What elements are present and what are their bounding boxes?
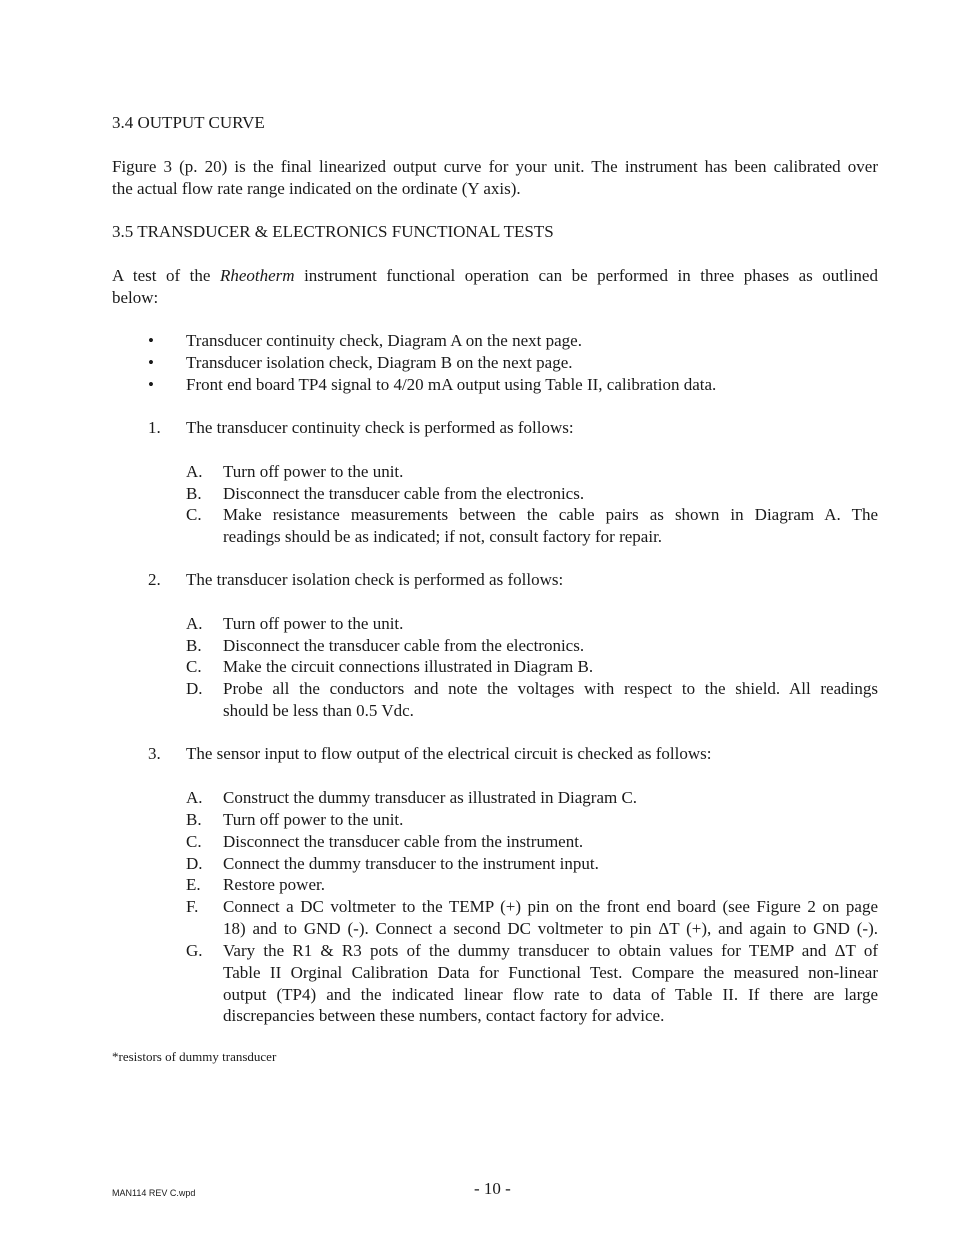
section-3-5-heading: 3.5 TRANSDUCER & ELECTRONICS FUNCTIONAL TESTS — [112, 222, 554, 241]
section-3-5-intro-line-2: below: — [112, 288, 159, 307]
step-3-item-text: Connect the dummy transducer to the instrument input. — [223, 854, 599, 873]
step-1-item-text: readings should be as indicated; if not, consult factory for repair. — [223, 527, 663, 546]
step-2-item-letter: B. — [186, 636, 202, 655]
step-3-item-text: Restore power. — [223, 875, 325, 894]
step-1-text: The transducer continuity check is performed as follows: — [186, 418, 574, 437]
step-3-item-letter: G. — [186, 941, 203, 960]
step-3-item-letter: C. — [186, 832, 202, 851]
step-3-item-text: output (TP4) and the indicated linear flow rate to data of Table II. If there are large — [223, 985, 878, 1004]
step-3-number: 3. — [148, 744, 161, 763]
step-3-item-text: Connect a DC voltmeter to the TEMP (+) pin on the front end board (see Figure 2 on page — [223, 897, 878, 916]
step-3-item-letter: D. — [186, 854, 203, 873]
footer-file-name: MAN114 REV C.wpd — [112, 1188, 196, 1198]
step-3-item-letter: B. — [186, 810, 202, 829]
step-2-item-text: should be less than 0.5 Vdc. — [223, 701, 414, 720]
page-number: - 10 - — [474, 1179, 511, 1198]
step-3-item-text: Vary the R1 & R3 pots of the dummy transducer to obtain values for TEMP and ΔT of — [223, 941, 878, 960]
bullet-item: Front end board TP4 signal to 4/20 mA output using Table II, calibration data. — [186, 375, 717, 394]
step-3-item-letter: E. — [186, 875, 201, 894]
step-3-item-text: Turn off power to the unit. — [223, 810, 404, 829]
section-3-5-intro-line-1: A test of the Rheotherm instrument functional operation can be performed in three phases as outlined — [112, 266, 878, 285]
step-1-item-letter: C. — [186, 505, 202, 524]
step-1-item-text: Turn off power to the unit. — [223, 462, 404, 481]
step-1-number: 1. — [148, 418, 161, 437]
step-3-item-text: Disconnect the transducer cable from the instrument. — [223, 832, 584, 851]
step-2-item-letter: D. — [186, 679, 203, 698]
step-2-item-text: Disconnect the transducer cable from the electronics. — [223, 636, 585, 655]
step-3-item-text: Construct the dummy transducer as illustrated in Diagram C. — [223, 788, 638, 807]
step-2-item-letter: C. — [186, 657, 202, 676]
bullet-item: Transducer continuity check, Diagram A on the next page. — [186, 331, 582, 350]
step-3-item-letter: A. — [186, 788, 203, 807]
step-2-item-text: Probe all the conductors and note the voltages with respect to the shield. All readings — [223, 679, 878, 698]
section-3-4-paragraph-line-2: the actual flow rate range indicated on the ordinate (Y axis). — [112, 179, 521, 198]
step-3-item-text: discrepancies between these numbers, contact factory for advice. — [223, 1006, 665, 1025]
step-3-item-text: Table II Orginal Calibration Data for Functional Test. Compare the measured non-linear — [223, 963, 878, 982]
section-3-4-heading: 3.4 OUTPUT CURVE — [112, 113, 265, 132]
step-1-item-letter: A. — [186, 462, 203, 481]
bullet-item: Transducer isolation check, Diagram B on the next page. — [186, 353, 573, 372]
footnote: *resistors of dummy transducer — [112, 1049, 277, 1064]
bullet-marker: • — [148, 375, 154, 394]
bullet-marker: • — [148, 331, 154, 350]
rheotherm-brand: Rheotherm — [219, 266, 295, 285]
step-2-item-letter: A. — [186, 614, 203, 633]
step-2-number: 2. — [148, 570, 161, 589]
step-2-text: The transducer isolation check is performed as follows: — [186, 570, 564, 589]
step-2-item-text: Turn off power to the unit. — [223, 614, 404, 633]
section-3-4-paragraph-line-1: Figure 3 (p. 20) is the final linearized output curve for your unit. The instrument has been calibrated over — [112, 157, 878, 176]
bullet-marker: • — [148, 353, 154, 372]
step-3-item-text: 18) and to GND (-). Connect a second DC voltmeter to pin ΔT (+), and again to GND (-). — [223, 919, 878, 938]
step-1-item-text: Disconnect the transducer cable from the electronics. — [223, 484, 585, 503]
step-1-item-letter: B. — [186, 484, 202, 503]
step-3-item-letter: F. — [186, 897, 199, 916]
step-1-item-text: Make resistance measurements between the cable pairs as shown in Diagram A. The — [223, 505, 878, 524]
step-2-item-text: Make the circuit connections illustrated in Diagram B. — [223, 657, 594, 676]
step-3-text: The sensor input to flow output of the electrical circuit is checked as follows: — [186, 744, 712, 763]
